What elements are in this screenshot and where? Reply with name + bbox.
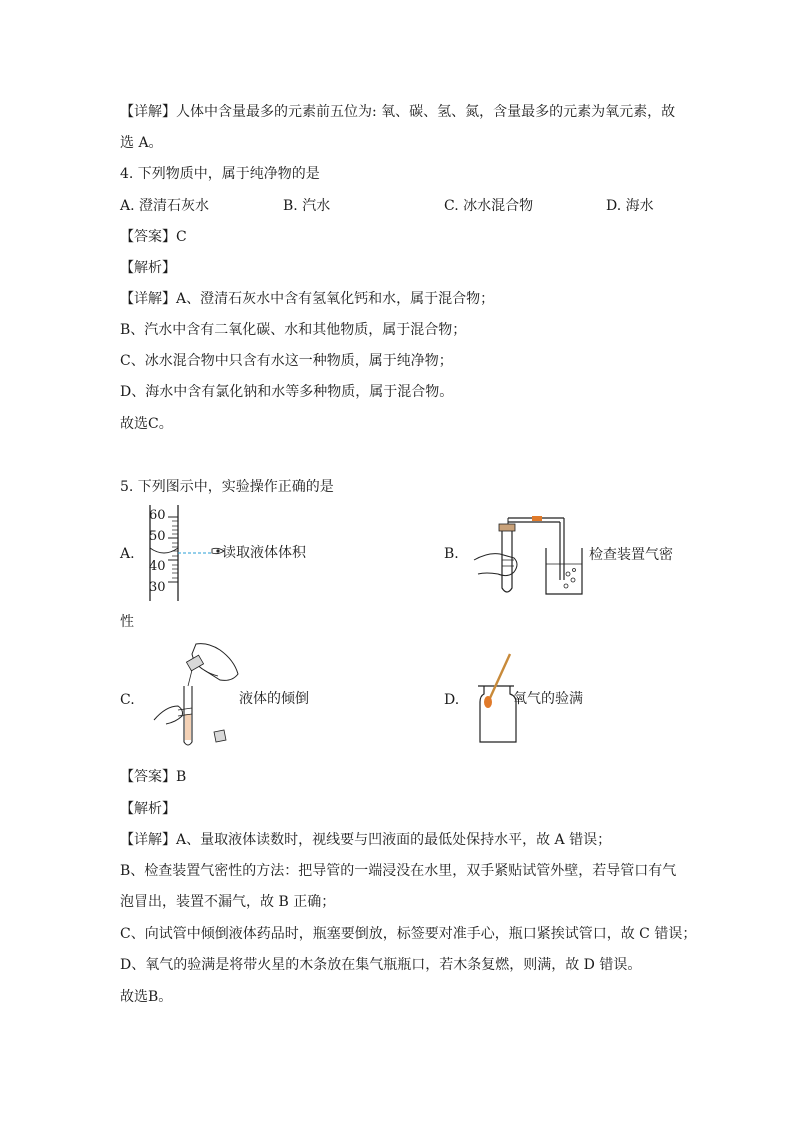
q5-stem: 5. 下列图示中，实验操作正确的是 [120, 479, 334, 495]
fig-b-airtightness-apparatus [470, 508, 590, 600]
q5-explain-line-5: D、氧气的验满是将带火星的木条放在集气瓶瓶口，若木条复燃，则满，故 D 错误。 [120, 957, 642, 973]
q5-explain-line-6: 故选B。 [120, 989, 173, 1005]
q5-explain-line-3: 泡冒出，装置不漏气，故 B 正确； [120, 894, 336, 910]
q5-option-a-letter: A. [120, 546, 135, 562]
fig-c-caption: 液体的倾倒 [239, 691, 309, 707]
q5-analysis-title: 【解析】 [120, 801, 176, 817]
tick-label-30: 30 [149, 580, 166, 595]
q4-option-d: D. 海水 [606, 198, 654, 214]
fig-c-pouring-liquid [148, 640, 244, 752]
tick-label-60: 60 [149, 508, 166, 523]
q4-explain-line-4: D、海水中含有氯化钠和水等多种物质，属于混合物。 [120, 384, 454, 400]
q5-answer: 【答案】B [120, 769, 187, 785]
q4-option-a: A. 澄清石灰水 [120, 198, 210, 214]
fig-b-caption: 检查装置气密 [589, 547, 673, 563]
q5-option-c-letter: C. [120, 692, 135, 708]
q5-explain-line-4: C、向试管中倾倒液体药品时，瓶塞要倒放，标签要对准手心，瓶口紧挨试管口，故 C 错误； [120, 926, 697, 942]
q5-explain-line-1: 【详解】A、量取液体读数时，视线要与凹液面的最低处保持水平，故 A 错误； [120, 832, 612, 848]
tick-label-50: 50 [149, 529, 166, 544]
q4-explain-line-5: 故选C。 [120, 416, 173, 432]
q4-explain-line-3: C、冰水混合物中只含有水这一种物质，属于纯净物； [120, 353, 453, 369]
q4-answer: 【答案】C [120, 229, 187, 245]
q3-explain-line-2: 选 A。 [120, 135, 163, 151]
q5-option-b-letter: B. [444, 546, 459, 562]
q5-explain-line-2: B、检查装置气密性的方法：把导管的一端浸没在水里，双手紧贴试管外壁，若导管口有气 [120, 863, 677, 879]
q4-analysis-title: 【解析】 [120, 260, 176, 276]
fig-d-caption: 氧气的验满 [513, 691, 583, 707]
fig-b-caption-wrap: 性 [120, 614, 134, 630]
q5-option-d-letter: D. [444, 692, 460, 708]
q4-explain-line-2: B、汽水中含有二氧化碳、水和其他物质，属于混合物； [120, 322, 467, 338]
q4-stem: 4. 下列物质中，属于纯净物的是 [120, 166, 320, 182]
reagent-bottle-test-tube-icon [148, 640, 244, 752]
tick-label-40: 40 [149, 559, 166, 574]
q4-explain-line-1: 【详解】A、澄清石灰水中含有氢氧化钙和水，属于混合物； [120, 291, 495, 307]
q4-option-c: C. 冰水混合物 [444, 198, 534, 214]
q3-explain-line-1: 【详解】人体中含量最多的元素前五位为: 氧、碳、氢、氮，含量最多的元素为氧元素，故 [120, 104, 676, 120]
fig-a-caption: 读取液体体积 [222, 545, 306, 561]
q4-option-b: B. 汽水 [283, 198, 331, 214]
test-tube-beaker-icon [470, 508, 590, 600]
